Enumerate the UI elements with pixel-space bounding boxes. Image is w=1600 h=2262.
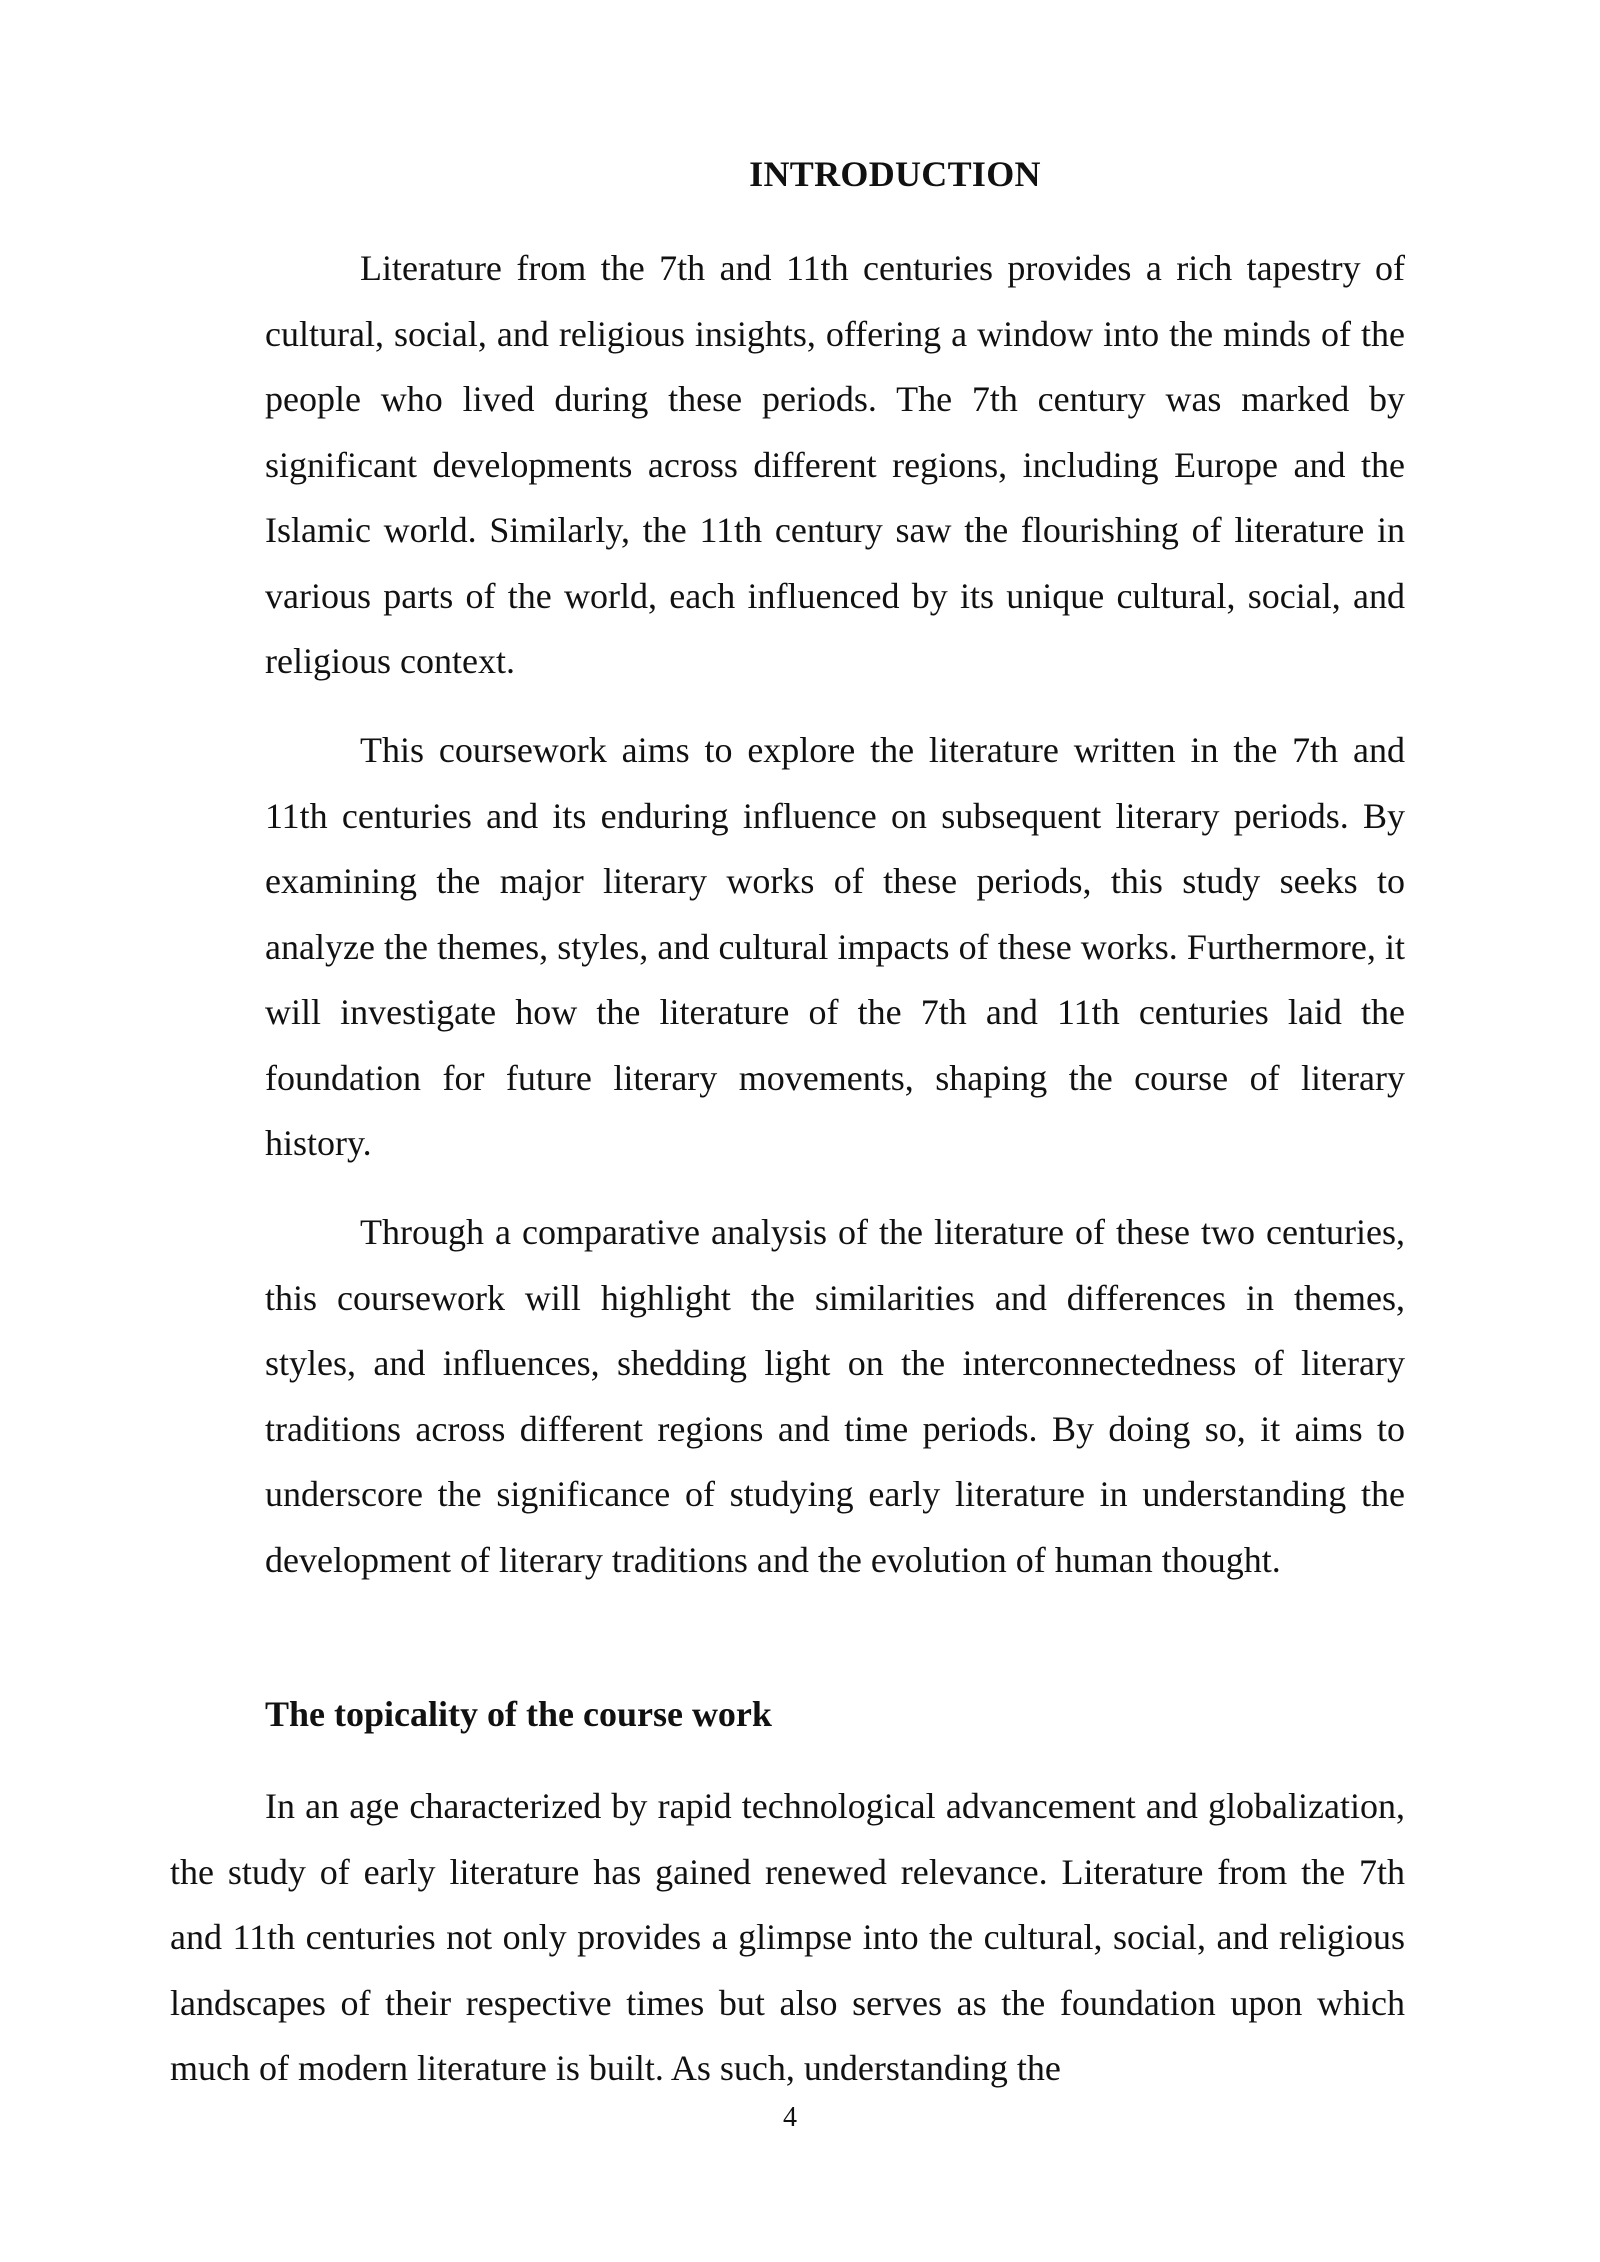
intro-paragraph-2: This coursework aims to explore the literature written in the 7th and 11th centuries and its enduring influence on subsequent literary periods. By examining the major literary works of these periods, this study seeks to analyze the themes, styles, and cultural impacts of these works. Furthermore, it will investigate how the literature of the 7th and 11th centuries laid the foundation for future literary movements, shaping the course of literary history. bbox=[265, 730, 1405, 1163]
topicality-paragraph: In an age characterized by rapid technological advancement and globalization, the study of early literature has gained renewed relevance. Literature from the 7th and 11th centuries not only provides a glimpse into the cultural, social, and religious landscapes of their respective times but also serves as the foundation upon which much of modern literature is built. As such, understanding the bbox=[170, 1786, 1405, 2088]
section-heading-topicality: The topicality of the course work bbox=[265, 1694, 772, 1734]
page-number: 4 bbox=[783, 2102, 797, 2133]
page-title: INTRODUCTION bbox=[749, 154, 1041, 194]
intro-paragraph-3: Through a comparative analysis of the literature of these two centuries, this coursework will highlight the similarities and differences in themes, styles, and influences, shedding light on the interconnectedness of literary traditions across different regions and time periods. By doing so, it aims to underscore the significance of studying early literature in understanding the development of literary traditions and the evolution of human thought. bbox=[265, 1212, 1405, 1580]
intro-paragraph-1: Literature from the 7th and 11th centuries provides a rich tapestry of cultural, social, and religious insights, offering a window into the minds of the people who lived during these periods. The 7th century was marked by significant developments across different regions, including Europe and the Islamic world. Similarly, the 11th century saw the flourishing of literature in various parts of the world, each influenced by its unique cultural, social, and religious context. bbox=[265, 248, 1405, 681]
